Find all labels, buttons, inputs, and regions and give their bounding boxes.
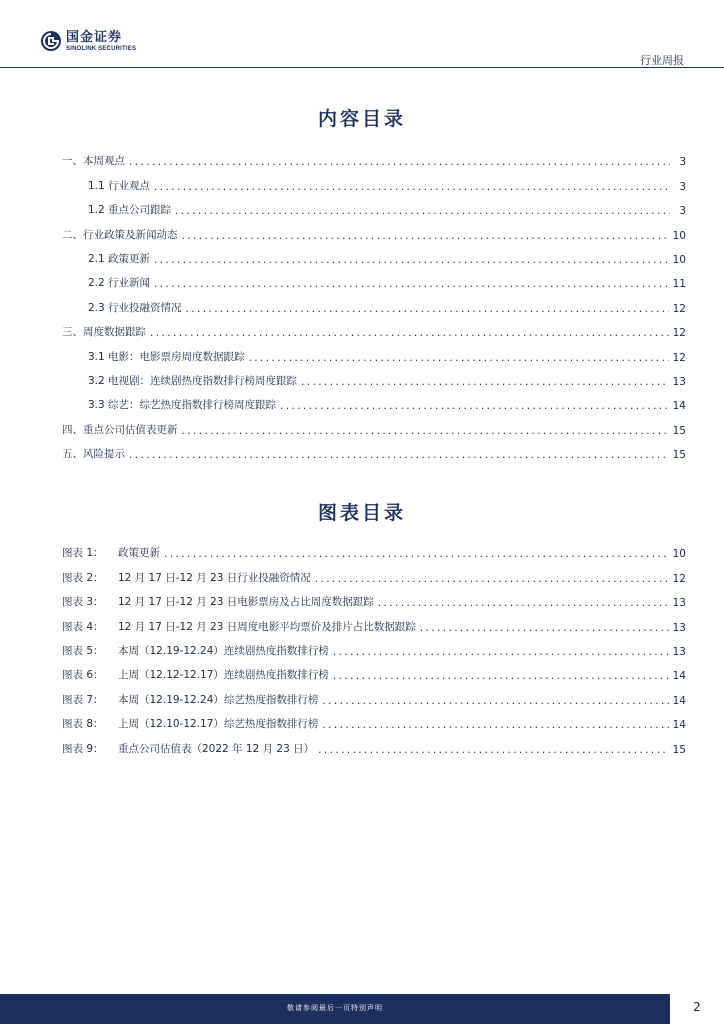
entry-page-number: 12 xyxy=(672,351,686,364)
entry-page-number: 13 xyxy=(672,621,686,634)
entry-label: 3.2 电视剧：连续剧热度指数排行榜周度跟踪 xyxy=(88,374,298,387)
entry-label: 五、风险提示 xyxy=(62,448,125,461)
dot-leader xyxy=(186,303,669,315)
chart-caption: 12 月 17 日-12 月 23 日周度电影平均票价及排片占比数据跟踪 xyxy=(118,620,416,633)
toc-entry[interactable] xyxy=(62,168,686,192)
chart-caption: 重点公司估值表（2022 年 12 月 23 日） xyxy=(118,742,315,755)
chart-number: 图表 8： xyxy=(62,718,104,731)
entry-page-number: 3 xyxy=(679,205,686,218)
chart-caption: 本周（12.19-12.24）综艺热度指数排行榜 xyxy=(118,693,319,706)
chart-number: 图表 6： xyxy=(62,669,104,682)
dot-leader xyxy=(301,376,669,388)
chart-caption: 政策更新 xyxy=(118,547,160,560)
dot-leader xyxy=(129,449,669,461)
report-type-label: 行业周报 xyxy=(640,54,684,67)
dot-leader xyxy=(164,548,669,560)
toc-title: 内容目录 xyxy=(317,108,406,130)
chart-caption: 本周（12.19-12.24）连续剧热度指数排行榜 xyxy=(118,644,329,657)
dot-leader xyxy=(154,254,669,266)
entry-label: 1.1 行业观点 xyxy=(88,179,151,192)
sinolink-logo-icon xyxy=(40,30,62,52)
chart-number: 图表 5： xyxy=(62,644,104,657)
dot-leader xyxy=(175,205,670,217)
dot-leader xyxy=(322,719,668,731)
chart-index-entry[interactable] xyxy=(62,560,686,584)
chart-index-entry[interactable] xyxy=(62,609,686,633)
chart-number: 图表 1： xyxy=(62,547,104,560)
entry-page-number: 11 xyxy=(672,278,686,291)
dot-leader xyxy=(420,622,669,634)
entry-page-number: 13 xyxy=(672,375,686,388)
dot-leader xyxy=(333,670,669,682)
chart-caption: 上周（12.10-12.17）综艺热度指数排行榜 xyxy=(118,718,319,731)
entry-label: 四、重点公司估值表更新 xyxy=(62,423,178,436)
chart-number: 图表 2： xyxy=(62,571,104,584)
entry-label xyxy=(62,545,160,560)
chart-index-entry[interactable] xyxy=(62,682,686,706)
toc-entry[interactable] xyxy=(62,242,686,266)
toc-entry[interactable] xyxy=(62,412,686,436)
entry-label xyxy=(62,594,374,609)
entry-label: 2.2 行业新闻 xyxy=(88,277,151,290)
entry-label xyxy=(62,619,416,634)
dot-leader xyxy=(182,230,669,242)
dot-leader xyxy=(129,156,670,168)
chart-index-list xyxy=(62,536,686,756)
chart-index-title: 图表目录 xyxy=(317,502,406,524)
entry-label xyxy=(62,716,318,731)
entry-label: 2.1 政策更新 xyxy=(88,252,151,265)
entry-page-number: 13 xyxy=(672,645,686,658)
chart-number: 图表 4： xyxy=(62,620,104,633)
chart-index-entry[interactable] xyxy=(62,634,686,658)
entry-page-number: 10 xyxy=(672,253,686,266)
chart-index-entry[interactable] xyxy=(62,585,686,609)
dot-leader xyxy=(318,744,668,756)
entry-page-number: 13 xyxy=(672,597,686,610)
entry-label: 2.3 行业投融资情况 xyxy=(88,301,182,314)
chart-index-entry[interactable] xyxy=(62,707,686,731)
dot-leader xyxy=(249,352,669,364)
dot-leader xyxy=(315,573,669,585)
dot-leader xyxy=(378,597,669,609)
entry-page-number: 10 xyxy=(672,229,686,242)
chart-index-entry[interactable] xyxy=(62,536,686,560)
dot-leader xyxy=(333,646,669,658)
entry-label xyxy=(62,692,318,707)
entry-label: 3.3 综艺：综艺热度指数排行榜周度跟踪 xyxy=(88,399,277,412)
entry-page-number: 15 xyxy=(672,424,686,437)
entry-page-number: 12 xyxy=(672,327,686,340)
brand-name-en: SINOLINK SECURITIES xyxy=(66,45,137,52)
toc-entry[interactable] xyxy=(62,217,686,241)
dot-leader xyxy=(280,400,669,412)
brand-name-cn: 国金证券 xyxy=(66,29,123,45)
toc-entry[interactable] xyxy=(62,388,686,412)
chart-number: 图表 3： xyxy=(62,596,104,609)
toc-list xyxy=(62,144,686,461)
entry-page-number: 12 xyxy=(672,302,686,315)
entry-label xyxy=(62,643,329,658)
entry-page-number: 3 xyxy=(679,156,686,169)
entry-label xyxy=(62,667,329,682)
toc-entry[interactable] xyxy=(62,144,686,168)
entry-page-number: 14 xyxy=(672,719,686,732)
entry-page-number: 14 xyxy=(672,694,686,707)
chart-number: 图表 7： xyxy=(62,693,104,706)
dot-leader xyxy=(182,425,669,437)
entry-page-number: 15 xyxy=(672,449,686,462)
toc-entry[interactable] xyxy=(62,364,686,388)
entry-page-number: 15 xyxy=(672,743,686,756)
page-footer xyxy=(0,994,724,1024)
chart-caption: 上周（12.12-12.17）连续剧热度指数排行榜 xyxy=(118,669,329,682)
header-divider xyxy=(0,67,724,68)
page-number: 2 xyxy=(693,1000,701,1014)
toc-entry[interactable] xyxy=(62,193,686,217)
toc-entry[interactable] xyxy=(62,290,686,314)
chart-number: 图表 9： xyxy=(62,742,104,755)
dot-leader xyxy=(150,327,669,339)
chart-caption: 12 月 17 日-12 月 23 日电影票房及占比周度数据跟踪 xyxy=(118,596,374,609)
entry-label xyxy=(62,570,311,585)
toc-entry[interactable] xyxy=(62,315,686,339)
entry-page-number: 14 xyxy=(672,670,686,683)
entry-label: 一、本周观点 xyxy=(62,155,125,168)
entry-page-number: 3 xyxy=(679,180,686,193)
entry-label xyxy=(62,741,314,756)
page-header xyxy=(0,0,724,70)
dot-leader xyxy=(322,695,668,707)
entry-label: 三、周度数据跟踪 xyxy=(62,326,146,339)
entry-label: 3.1 电影：电影票房周度数据跟踪 xyxy=(88,350,245,363)
dot-leader xyxy=(154,278,669,290)
chart-index-entry[interactable] xyxy=(62,731,686,755)
toc-entry[interactable] xyxy=(62,339,686,363)
dot-leader xyxy=(154,181,670,193)
entry-label: 二、行业政策及新闻动态 xyxy=(62,228,178,241)
sinolink-logo xyxy=(40,30,136,52)
toc-entry[interactable] xyxy=(62,437,686,461)
toc-entry[interactable] xyxy=(62,266,686,290)
chart-index-entry[interactable] xyxy=(62,658,686,682)
entry-page-number: 14 xyxy=(672,400,686,413)
chart-caption: 12 月 17 日-12 月 23 日行业投融资情况 xyxy=(118,571,311,584)
entry-label: 1.2 重点公司跟踪 xyxy=(88,204,172,217)
footer-disclaimer: 敬请参阅最后一页特别声明 xyxy=(287,1004,383,1012)
entry-page-number: 10 xyxy=(672,548,686,561)
entry-page-number: 12 xyxy=(672,572,686,585)
